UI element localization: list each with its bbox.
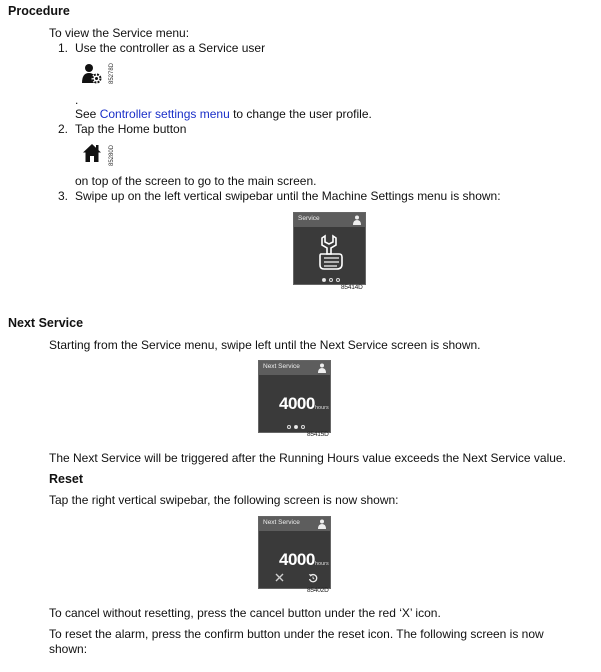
reset-screen-figure [258, 516, 331, 589]
figure-code-85278D: 85278D [109, 62, 115, 84]
page-dot [287, 425, 291, 429]
user-icon [318, 363, 326, 373]
page-indicator [287, 425, 305, 429]
next-service-note: The Next Service will be triggered after the Running Hours value exceeds the Next Service value. [49, 451, 566, 465]
service-screen-figure [293, 212, 366, 285]
home-icon [82, 143, 102, 163]
page-dot-active [322, 278, 326, 282]
figure-code-85414D: 85414D [341, 284, 363, 291]
step-1-dot: . [75, 93, 79, 107]
step-2-after-text: on top of the screen to go to the main screen. [75, 174, 317, 188]
page-dot [336, 278, 340, 282]
page-dot [301, 425, 305, 429]
next-service-heading: Next Service [8, 316, 84, 330]
step-3-number: 3. [58, 189, 69, 203]
screen-title: Service [298, 215, 320, 222]
next-service-value: 4000 [279, 550, 315, 569]
screen-title-bar [259, 517, 330, 531]
reset-alarm-text-line1: To reset the alarm, press the confirm button under the reset icon. The following screen is now [49, 627, 544, 641]
see-prefix: See [75, 107, 100, 121]
next-service-unit: hours [315, 561, 329, 567]
step-3-text: Swipe up on the left vertical swipebar until the Machine Settings menu is shown: [75, 189, 501, 203]
reset-alarm-text-line2: shown: [49, 642, 88, 656]
cancel-text: To cancel without resetting, press the cancel button under the red ‘X’ icon. [49, 606, 441, 620]
reset-icon[interactable] [308, 573, 318, 583]
page-dot [329, 278, 333, 282]
see-suffix: to change the user profile. [229, 107, 372, 121]
procedure-intro: To view the Service menu: [49, 26, 190, 40]
step-2-text: Tap the Home button [75, 122, 187, 136]
step-1-text: Use the controller as a Service user [75, 41, 266, 55]
user-icon [318, 519, 326, 529]
cancel-x-icon[interactable] [275, 573, 284, 582]
figure-code-85415D: 85415D [307, 431, 329, 438]
next-service-screen-figure [258, 360, 331, 433]
controller-settings-link[interactable]: Controller settings menu [99, 107, 230, 121]
figure-code-85402D: 85402D [307, 587, 329, 594]
next-service-text: Starting from the Service menu, swipe left until the Next Service screen is shown. [49, 338, 481, 352]
user-icon [353, 215, 361, 225]
screen-title-bar [259, 361, 330, 375]
screen-title: Next Service [263, 363, 300, 370]
screen-title: Next Service [263, 519, 300, 526]
screen-title-bar [294, 213, 365, 227]
service-user-icon [81, 63, 103, 85]
page-dot-active [294, 425, 298, 429]
figure-code-85280D: 85280D [109, 144, 115, 166]
page-indicator [322, 278, 340, 282]
wrench-in-hand-icon [315, 234, 345, 270]
procedure-heading: Procedure [8, 4, 70, 18]
reset-text: Tap the right vertical swipebar, the following screen is now shown: [49, 493, 399, 507]
reset-heading: Reset [49, 472, 84, 486]
next-service-unit: hours [315, 405, 329, 411]
next-service-value: 4000 [279, 394, 315, 413]
step-2-number: 2. [58, 122, 69, 136]
step-1-see-text [75, 107, 372, 121]
step-1-number: 1. [58, 41, 69, 55]
